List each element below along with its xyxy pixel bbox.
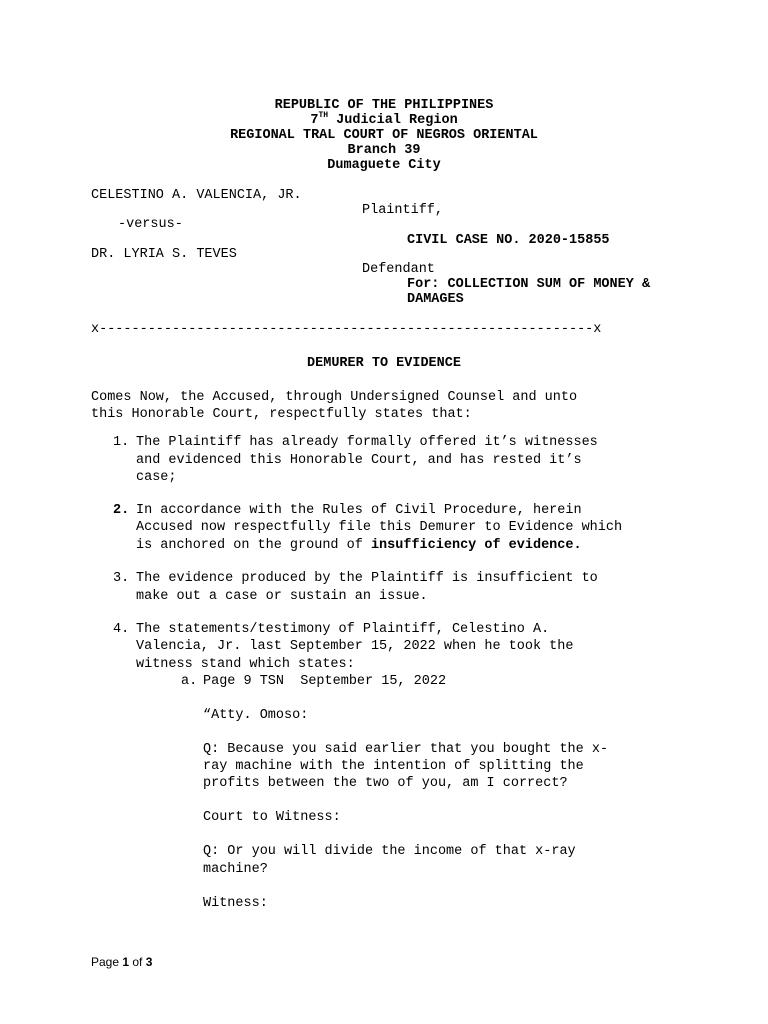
footer-page-word: Page [91, 955, 123, 969]
item-3-line: The evidence produced by the Plaintiff is insufficient to [136, 571, 598, 586]
transcript-question-line: profits between the two of you, am I correct? [203, 776, 568, 791]
item-2-text: is anchored on the ground of [136, 538, 371, 553]
court-header-republic: REPUBLIC OF THE PHILIPPINES [274, 98, 494, 113]
footer-page-number: 1 [122, 955, 130, 969]
court-header-city: Dumaguete City [327, 158, 441, 173]
item-number-4: 4. [113, 622, 130, 637]
transcript-speaker: “Atty. Omoso: [203, 708, 309, 723]
subitem-letter-a: a. [181, 674, 198, 689]
transcript-question-line: Q: Because you said earlier that you bought the x- [203, 742, 609, 757]
item-number-3: 3. [113, 571, 130, 586]
item-2-line [136, 537, 582, 554]
defendant-role: Defendant [362, 262, 435, 277]
region-superscript: TH [318, 111, 329, 120]
plaintiff-name: CELESTINO A. VALENCIA, JR. [91, 188, 302, 203]
case-nature-line1: For: COLLECTION SUM OF MONEY & [407, 277, 651, 292]
item-number-2: 2. [113, 503, 130, 518]
item-1-line: and evidenced this Honorable Court, and has rested it’s [136, 453, 582, 468]
footer-of-word: of [129, 955, 146, 969]
item-4-line: Valencia, Jr. last September 15, 2022 when he took the [136, 639, 574, 654]
item-2-emphasis: insufficiency of evidence. [370, 538, 582, 553]
item-4-line: The statements/testimony of Plaintiff, Celestino A. [136, 622, 550, 637]
item-1-line: The Plaintiff has already formally offered it’s witnesses [136, 435, 598, 450]
item-4-line: witness stand which states: [136, 657, 355, 672]
defendant-name: DR. LYRIA S. TEVES [91, 247, 237, 262]
item-2-line: In accordance with the Rules of Civil Procedure, herein [136, 503, 582, 518]
transcript-speaker: Court to Witness: [203, 810, 341, 825]
intro-line: Comes Now, the Accused, through Undersigned Counsel and unto [91, 390, 578, 405]
versus-label: -versus- [118, 217, 183, 232]
document-title: DEMURER TO EVIDENCE [307, 356, 461, 371]
region-text: Judicial Region [328, 113, 458, 128]
intro-line: this Honorable Court, respectfully states that: [91, 407, 472, 422]
plaintiff-role: Plaintiff, [362, 203, 444, 218]
page-footer [91, 955, 152, 969]
transcript-question-line: ray machine with the intention of splitting the [203, 759, 584, 774]
court-header-branch: Branch 39 [347, 143, 421, 158]
item-number-1: 1. [113, 435, 130, 450]
item-2-line: Accused now respectfully file this Demurer to Evidence which [136, 520, 623, 535]
case-number: CIVIL CASE NO. 2020-15855 [407, 233, 610, 248]
transcript-question-line: Q: Or you will divide the income of that x-ray [203, 844, 576, 859]
caption-divider: x-------------------------------------------------------------x [91, 322, 602, 337]
region-number: 7 [310, 113, 319, 128]
footer-page-total: 3 [145, 955, 153, 969]
item-3-line: make out a case or sustain an issue. [136, 589, 428, 604]
court-header-court: REGIONAL TRAL COURT OF NEGROS ORIENTAL [230, 128, 538, 143]
item-1-line: case; [136, 470, 177, 485]
transcript-question-line: machine? [203, 862, 268, 877]
subitem-a-text: Page 9 TSN September 15, 2022 [203, 674, 447, 689]
case-nature-line2: DAMAGES [407, 292, 464, 307]
transcript-speaker: Witness: [203, 896, 268, 911]
